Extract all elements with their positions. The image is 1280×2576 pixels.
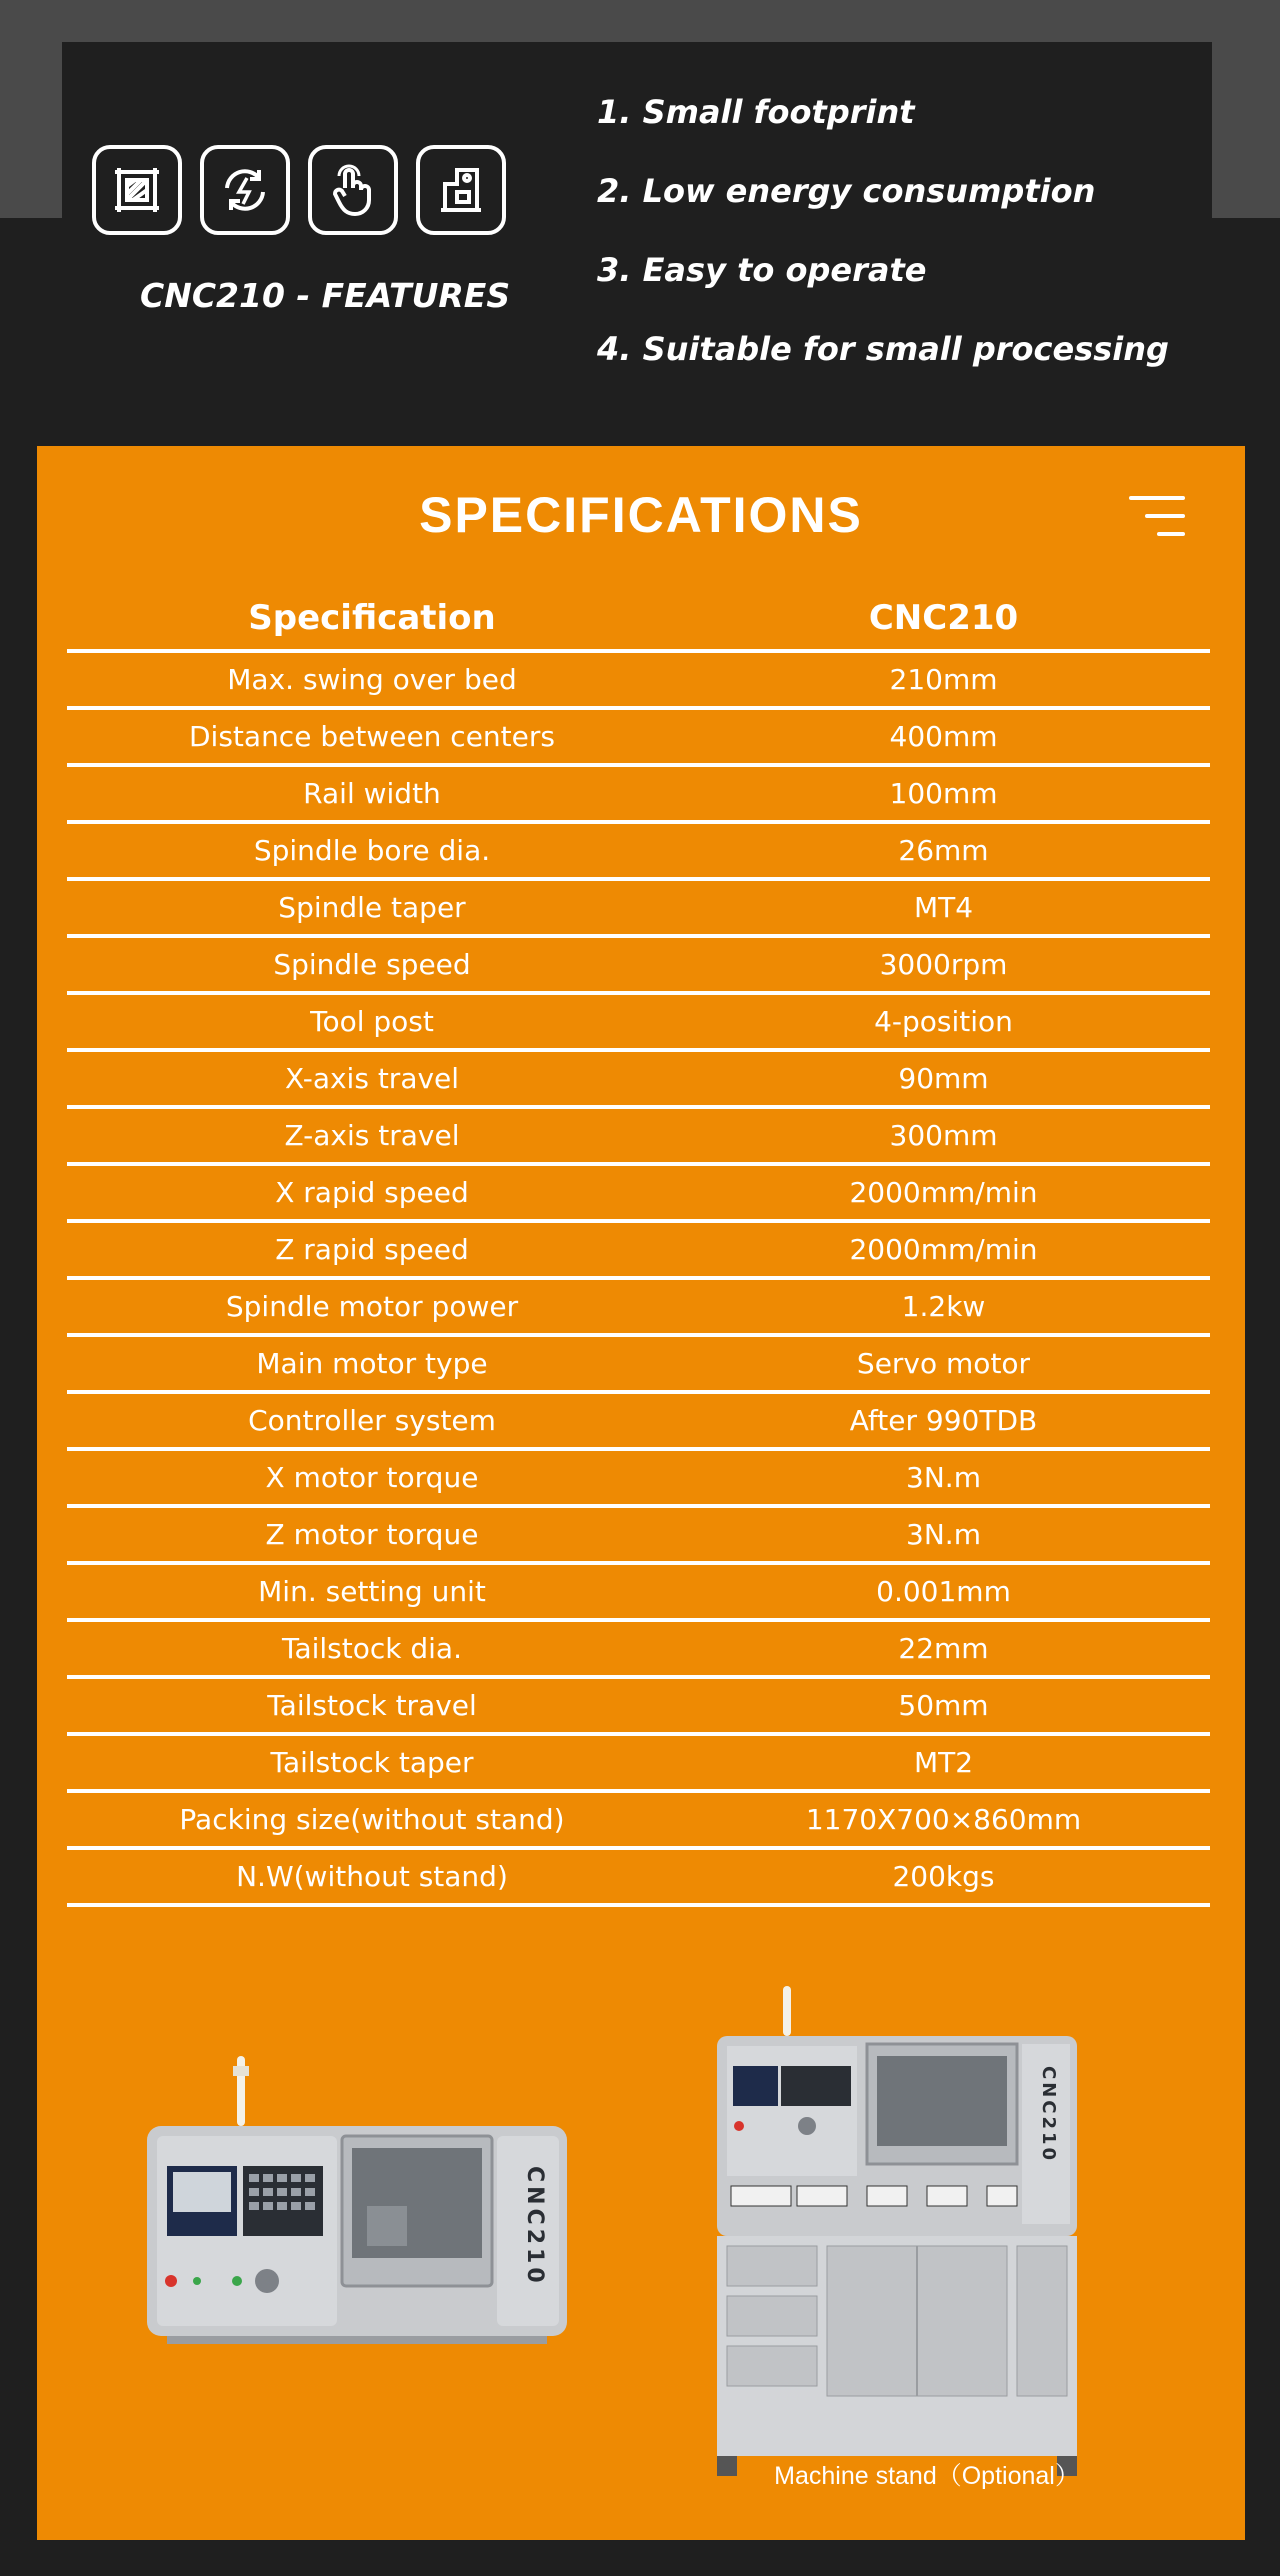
table-row bbox=[67, 708, 1210, 765]
spec-value: MT2 bbox=[677, 1734, 1210, 1791]
top-band bbox=[0, 0, 1280, 42]
specifications-panel bbox=[37, 446, 1245, 2540]
spec-label: Spindle bore dia. bbox=[67, 822, 677, 879]
features-banner bbox=[62, 42, 1212, 442]
spec-label: Z rapid speed bbox=[67, 1221, 677, 1278]
spec-label: N.W(without stand) bbox=[67, 1848, 677, 1905]
specifications-body bbox=[67, 651, 1210, 1905]
table-row bbox=[67, 1221, 1210, 1278]
spec-value: 1170X700×860mm bbox=[677, 1791, 1210, 1848]
spec-value: 3N.m bbox=[677, 1506, 1210, 1563]
spec-label: X-axis travel bbox=[67, 1050, 677, 1107]
spec-label: Min. setting unit bbox=[67, 1563, 677, 1620]
spec-label: Rail width bbox=[67, 765, 677, 822]
table-row bbox=[67, 1734, 1210, 1791]
spec-label: Tailstock travel bbox=[67, 1677, 677, 1734]
spec-value: 90mm bbox=[677, 1050, 1210, 1107]
spec-label: Spindle taper bbox=[67, 879, 677, 936]
spec-value: 4-position bbox=[677, 993, 1210, 1050]
spec-value: 26mm bbox=[677, 822, 1210, 879]
spec-label: Tool post bbox=[67, 993, 677, 1050]
specifications-table bbox=[67, 586, 1210, 1907]
spec-value: 3N.m bbox=[677, 1449, 1210, 1506]
table-row bbox=[67, 879, 1210, 936]
spec-label: Max. swing over bed bbox=[67, 651, 677, 708]
feature-item: 3. Easy to operate bbox=[597, 251, 927, 289]
spec-label: Z motor torque bbox=[67, 1506, 677, 1563]
spec-value: 2000mm/min bbox=[677, 1164, 1210, 1221]
spec-value: 100mm bbox=[677, 765, 1210, 822]
top-band-left bbox=[0, 0, 62, 218]
feature-item: 2. Low energy consumption bbox=[597, 172, 1096, 210]
top-band-right bbox=[1212, 0, 1280, 218]
spec-label: Tailstock dia. bbox=[67, 1620, 677, 1677]
spec-value: 200kgs bbox=[677, 1848, 1210, 1905]
table-row bbox=[67, 1620, 1210, 1677]
spec-value: Servo motor bbox=[677, 1335, 1210, 1392]
spec-value: 210mm bbox=[677, 651, 1210, 708]
spec-value: MT4 bbox=[677, 879, 1210, 936]
touch-hand-icon bbox=[308, 145, 398, 235]
spec-label: Spindle speed bbox=[67, 936, 677, 993]
table-row bbox=[67, 1563, 1210, 1620]
specifications-title: SPECIFICATIONS bbox=[419, 487, 863, 543]
feature-item: 1. Small footprint bbox=[597, 93, 915, 131]
table-row bbox=[67, 1050, 1210, 1107]
energy-cycle-icon bbox=[200, 145, 290, 235]
menu-lines-icon bbox=[1129, 494, 1185, 538]
cnc-lathe-with-stand-image bbox=[717, 1986, 1137, 2486]
cnc-lathe-image bbox=[147, 2056, 617, 2406]
spec-value: 300mm bbox=[677, 1107, 1210, 1164]
table-row bbox=[67, 1791, 1210, 1848]
machine-stand-caption: Machine stand（Optional） bbox=[774, 2462, 1080, 2490]
spec-label: Packing size(without stand) bbox=[67, 1791, 677, 1848]
table-row bbox=[67, 1848, 1210, 1905]
table-row bbox=[67, 1107, 1210, 1164]
table-row bbox=[67, 1449, 1210, 1506]
spec-label: Spindle motor power bbox=[67, 1278, 677, 1335]
header-model: CNC210 bbox=[677, 586, 1210, 651]
spec-label: X rapid speed bbox=[67, 1164, 677, 1221]
spec-value: 1.2kw bbox=[677, 1278, 1210, 1335]
spec-label: Controller system bbox=[67, 1392, 677, 1449]
table-row bbox=[67, 765, 1210, 822]
spec-value: 2000mm/min bbox=[677, 1221, 1210, 1278]
small-part-icon bbox=[416, 145, 506, 235]
spec-label: Distance between centers bbox=[67, 708, 677, 765]
features-title: CNC210 - FEATURES bbox=[140, 276, 511, 315]
table-row bbox=[67, 1506, 1210, 1563]
table-row bbox=[67, 822, 1210, 879]
table-header-row bbox=[67, 586, 1210, 651]
table-row bbox=[67, 1677, 1210, 1734]
table-row bbox=[67, 1278, 1210, 1335]
feature-icons bbox=[92, 145, 506, 235]
spec-value: After 990TDB bbox=[677, 1392, 1210, 1449]
features-list bbox=[597, 92, 1169, 408]
footprint-icon bbox=[92, 145, 182, 235]
spec-label: X motor torque bbox=[67, 1449, 677, 1506]
table-row bbox=[67, 1164, 1210, 1221]
feature-item: 4. Suitable for small processing bbox=[597, 330, 1169, 368]
table-row bbox=[67, 936, 1210, 993]
spec-label: Z-axis travel bbox=[67, 1107, 677, 1164]
machine-side-label: CNC210 bbox=[522, 2166, 547, 2287]
table-row bbox=[67, 651, 1210, 708]
table-row bbox=[67, 1335, 1210, 1392]
spec-value: 400mm bbox=[677, 708, 1210, 765]
spec-value: 0.001mm bbox=[677, 1563, 1210, 1620]
table-row bbox=[67, 1392, 1210, 1449]
stand-machine-side-label: CNC210 bbox=[1038, 2066, 1059, 2164]
spec-value: 50mm bbox=[677, 1677, 1210, 1734]
header-specification: Specification bbox=[67, 586, 677, 651]
spec-label: Main motor type bbox=[67, 1335, 677, 1392]
spec-label: Tailstock taper bbox=[67, 1734, 677, 1791]
table-row bbox=[67, 993, 1210, 1050]
spec-value: 3000rpm bbox=[677, 936, 1210, 993]
spec-value: 22mm bbox=[677, 1620, 1210, 1677]
